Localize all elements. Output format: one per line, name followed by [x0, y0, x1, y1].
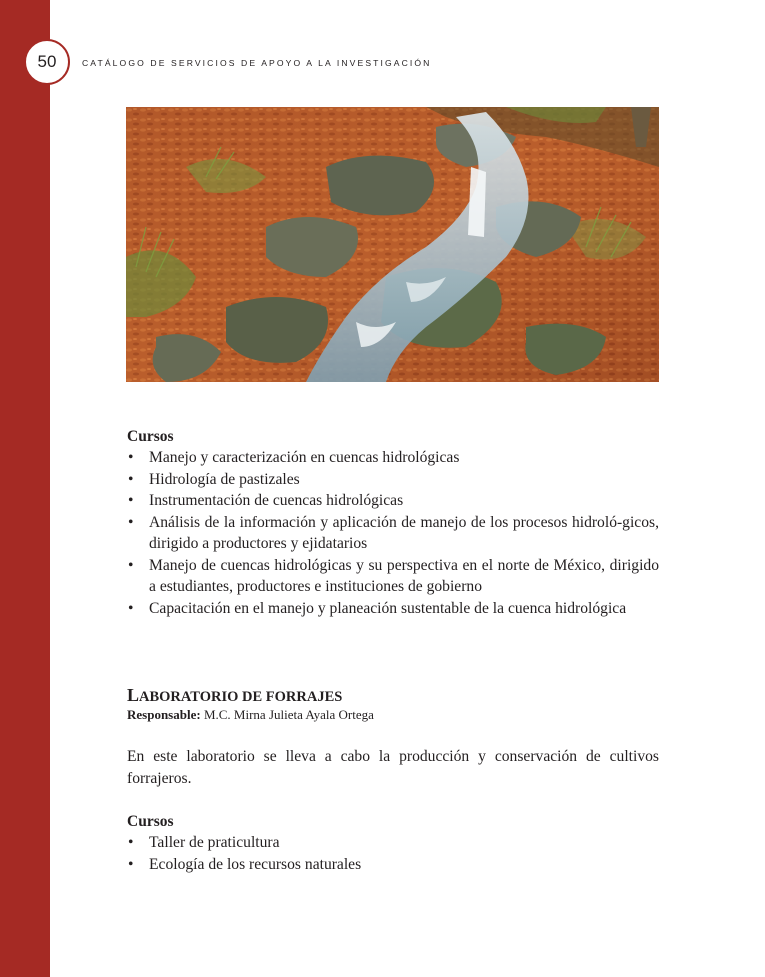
lab-description: En este laboratorio se lleva a cabo la producción y conservación de cultivos forrajeros. — [127, 748, 659, 787]
list-item-text: Taller de praticultura — [149, 834, 280, 851]
forest-stream-photo — [126, 107, 659, 382]
list-item-text: Manejo y caracterización en cuencas hidrológicas — [149, 449, 460, 466]
list-item — [127, 854, 659, 876]
list-item-text: Capacitación en el manejo y planeación sustentable de la cuenca hidrológica — [149, 599, 627, 617]
list-item — [127, 490, 659, 512]
course-list — [127, 447, 659, 619]
bullet-icon: • — [128, 470, 134, 488]
bullet-icon: • — [128, 492, 134, 509]
page-number — [24, 39, 70, 85]
lab-title — [127, 685, 659, 707]
courses-section — [127, 426, 659, 619]
bullet-icon: • — [128, 834, 134, 851]
list-item-text: Manejo de cuencas hidrológicas y su perspectiva en el norte de México, dirigido a estudiantes, productores e instituciones de gobierno — [149, 556, 659, 595]
bullet-icon: • — [128, 599, 134, 617]
bullet-icon: • — [128, 513, 134, 531]
list-item — [127, 555, 659, 598]
responsible-name: M.C. Mirna Julieta Ayala Ortega — [203, 707, 374, 722]
lab-title-initial: L — [127, 685, 140, 705]
list-item — [127, 469, 659, 491]
lab-title-rest: ABORATORIO DE FORRAJES — [139, 689, 343, 705]
bullet-icon: • — [128, 556, 134, 574]
list-item — [127, 512, 659, 555]
bullet-icon: • — [128, 855, 134, 873]
page-number-text: 50 — [37, 52, 57, 71]
list-item-text: Hidrología de pastizales — [149, 470, 300, 488]
lab-section — [127, 685, 659, 875]
list-item-text: Análisis de la información y aplicación de manejo de los procesos hidroló-gicos, dirigido a productores y ejidatarios — [149, 513, 659, 552]
list-item-text: Ecología de los recursos naturales — [149, 855, 362, 873]
bullet-icon: • — [128, 449, 134, 466]
list-item — [127, 832, 659, 854]
forest-stream-icon — [126, 107, 659, 382]
responsible-label: Responsable: — [127, 707, 201, 722]
list-item-text: Instrumentación de cuencas hidrológicas — [149, 492, 404, 509]
section-heading: Cursos — [127, 428, 174, 445]
side-color-bar — [0, 0, 50, 977]
lab-course-list — [127, 832, 659, 875]
list-item — [127, 447, 659, 469]
running-header: CATÁLOGO DE SERVICIOS DE APOYO A LA INVESTIGACIÓN — [82, 58, 432, 68]
section-heading: Cursos — [127, 813, 174, 830]
list-item — [127, 598, 659, 620]
lab-responsible — [127, 707, 659, 723]
